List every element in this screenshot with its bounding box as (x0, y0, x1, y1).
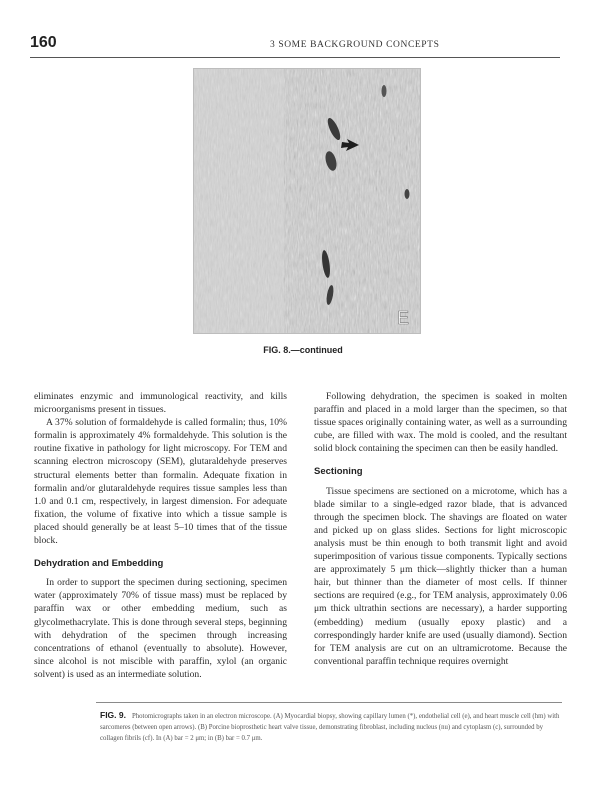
left-column (34, 390, 287, 681)
panel-letter: E (397, 308, 410, 328)
section-heading-sectioning: Sectioning (314, 466, 363, 478)
page-number: 160 (30, 34, 57, 51)
paragraph: eliminates enzymic and immunological reactivity, and kills microorganisms present in tissues. (34, 391, 287, 416)
caption-label: FIG. 9. (100, 710, 126, 720)
paragraph: Following dehydration, the specimen is soaked in molten paraffin and placed in a mold larger than the specimen, so that tissue spaces originally containing water, as well as a surrounding cube, are filled with wax. The mold is cooled, and the resultant solid block containing the specimen can then be easily handled. (314, 391, 567, 455)
paragraph: In order to support the specimen during sectioning, specimen water (approximately 70% of tissue mass) must be replaced by paraffin wax or other embedding medium, such as glycolmethacrylate. This is done through several steps, beginning with dehydration of the specimen through increasing concentrations of ethanol (eventually to absolute). However, since alcohol is not miscible with paraffin, xylol (an organic solvent) is used as an intermediate solution. (34, 577, 287, 680)
right-column (314, 390, 567, 668)
running-head: 3 SOME BACKGROUND CONCEPTS (270, 40, 440, 50)
section-heading-dehydration: Dehydration and Embedding (34, 558, 164, 570)
micrograph-image (193, 68, 421, 334)
caption-text: Photomicrographs taken in an electron microscope. (A) Myocardial biopsy, showing capillary lumen (*), endothelial cell (e), and heart muscle cell (hm) with sarcomeres (between open arrows). (B) Porcine bioprosthetic heart valve tissue, demonstrating fibroblast, including nucleus (nu) and cytoplasm (c), surrounded by collagen fibrils (cf). In (A) bar = 2 μm; in (B) bar = 0.7 μm. (100, 713, 560, 742)
paragraph: Tissue specimens are sectioned on a microtome, which has a blade similar to a single-edged razor blade, that is advanced through the specimen block. The shavings are floated on water and picked up on glass slides. Sections for light microscopic analysis must be thin enough to both transmit light and avoid superimposition of various tissue components. Typically sections are approximately 5 μm thick—slightly thicker than a human hair, but thinner than the diameter of most cells. If thinner sections are required (e.g., for TEM analysis, approximately 0.06 μm thick ultrathin sections are necessary), a harder supporting (embedding) medium (usually epoxy plastic) and a correspondingly harder knife are used (usually diamond). Section for TEM analysis are cut on an ultramicrotome. Because the conventional paraffin technique requires overnight (314, 485, 567, 667)
page-header (30, 34, 570, 56)
figure-label: FIG. 8.—continued (263, 345, 343, 355)
caption-divider (96, 702, 562, 703)
figure-caption (100, 710, 560, 744)
paragraph: A 37% solution of formaldehyde is called formalin; thus, 10% formalin is approximately 4% formaldehyde. This solution is the routine fixative in pathology for light microscopy. For TEM and scanning electron microscopy (SEM), glutaraldehyde preserves structural elements better than formalin. Adequate fixation in formalin and/or glutaraldehyde requires tissue samples less than 1.0 and 0.1 cm, respectively, in largest dimension. For adequate fixation, the volume of fixative into which a tissue sample is placed should generally be at least 5–10 times that of the tissue block. (34, 417, 287, 547)
header-divider (30, 57, 560, 58)
